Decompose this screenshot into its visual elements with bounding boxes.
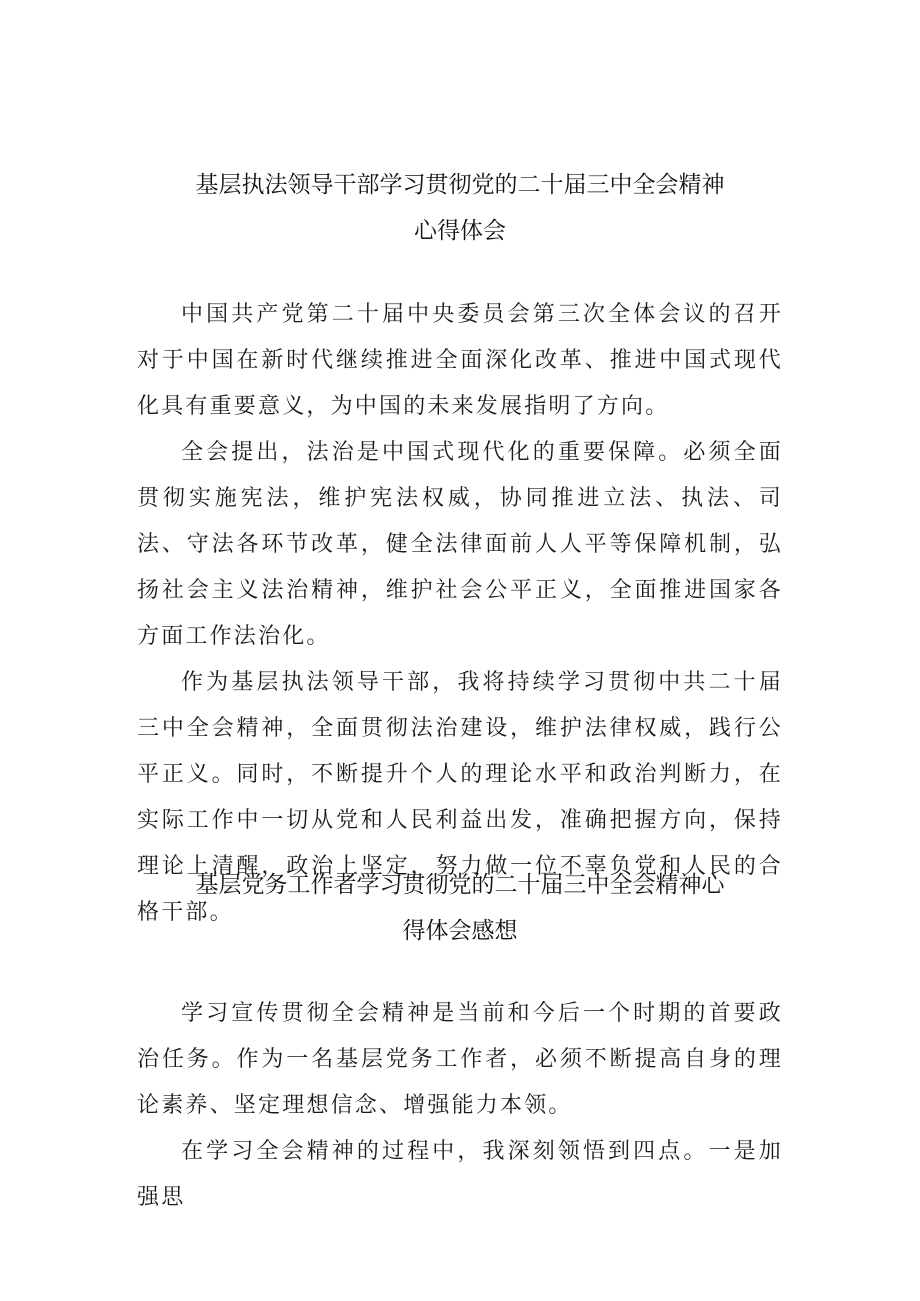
paragraph: 中国共产党第二十届中央委员会第三次全体会议的召开对于中国在新时代继续推进全面深化改革、推进中国式现代化具有重要意义，为中国的未来发展指明了方向。 <box>137 302 783 419</box>
article-title-1 <box>0 162 920 254</box>
article-title-2-line2: 得体会感想 <box>402 918 518 944</box>
article-title-1-line2: 心得体会 <box>414 218 506 244</box>
paragraph: 全会提出，法治是中国式现代化的重要保障。必须全面贯彻实施宪法，维护宪法权威，协同推进立法、执法、司法、守法各环节改革，健全法律面前人人平等保障机制，弘扬社会主义法治精神，维护社会公平正义，全面推进国家各方面工作法治化。 <box>137 440 783 649</box>
article-body-1 <box>0 292 920 936</box>
article-body-2 <box>0 991 920 1221</box>
article-title-1-line1: 基层执法领导干部学习贯彻党的二十届三中全会精神 <box>195 172 725 198</box>
paragraph: 作为基层执法领导干部，我将持续学习贯彻中共二十届三中全会精神，全面贯彻法治建设，维护法律权威，践行公平正义。同时，不断提升个人的理论水平和政治判断力，在实际工作中一切从党和人民利益出发，准确把握方向，保持理论上清醒，政治上坚定，努力做一位不辜负党和人民的合格干部。 <box>137 670 783 925</box>
article-title-2 <box>0 862 920 954</box>
article-section-2 <box>0 862 920 1221</box>
article-section-1 <box>0 162 920 936</box>
article-title-2-line1: 基层党务工作者学习贯彻党的二十届三中全会精神心 <box>195 872 725 898</box>
paragraph: 在学习全会精神的过程中，我深刻领悟到四点。一是加强思 <box>137 1139 783 1210</box>
paragraph: 学习宣传贯彻全会精神是当前和今后一个时期的首要政治任务。作为一名基层党务工作者，必须不断提高自身的理论素养、坚定理想信念、增强能力本领。 <box>137 1001 783 1118</box>
